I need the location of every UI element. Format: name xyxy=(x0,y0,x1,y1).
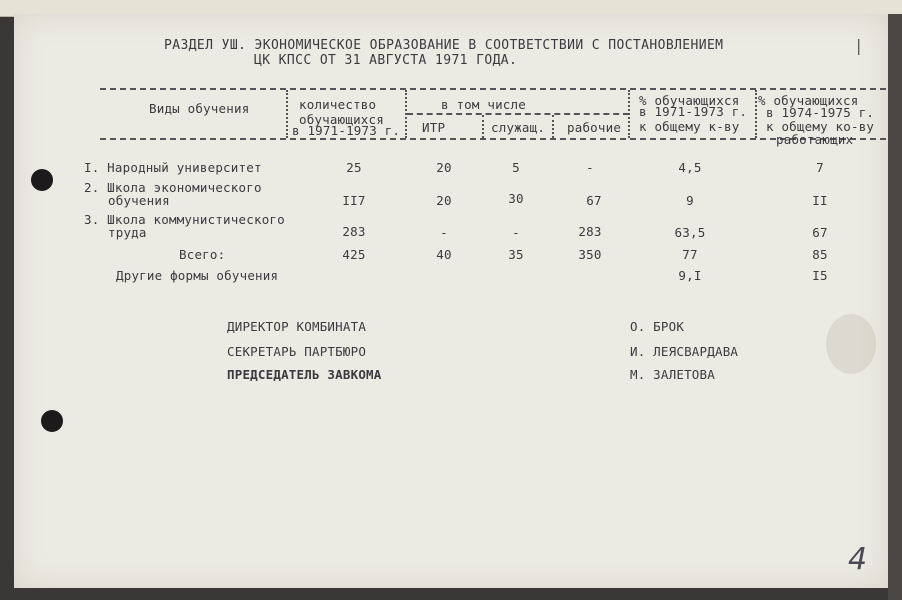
row-1-pct1: 4,5 xyxy=(678,160,702,175)
row-other-pct2: I5 xyxy=(812,268,828,283)
col-sep-1 xyxy=(286,90,288,138)
row-2-office: 30 xyxy=(508,191,524,206)
header-pct2-l1: % обучающихся xyxy=(758,93,859,108)
row-1-office: 5 xyxy=(512,160,520,175)
signature-name-director: О. БРОК xyxy=(630,319,685,334)
header-pct2-l2: в 1974-1975 г. xyxy=(766,105,875,120)
header-bottom-rule xyxy=(100,138,886,140)
row-3-name-l2: труда xyxy=(108,225,147,240)
row-total-workers: 350 xyxy=(578,247,602,262)
col-sep-2 xyxy=(405,90,407,138)
document-page xyxy=(14,14,888,588)
row-3-name-l1: 3. Школа коммунистического xyxy=(84,212,285,227)
row-2-itr: 20 xyxy=(436,193,452,208)
row-total-count: 425 xyxy=(342,247,366,262)
header-count-l1: количество xyxy=(299,97,377,112)
row-other-pct1: 9,I xyxy=(678,268,702,283)
row-2-name-l2: обучения xyxy=(108,193,170,208)
title-line-1: РАЗДЕЛ УШ. ЭКОНОМИЧЕСКОЕ ОБРАЗОВАНИЕ В СООТВЕТСТВИИ С ПОСТАНОВЛЕНИЕМ xyxy=(164,38,724,53)
signature-role-secretary: СЕКРЕТАРЬ ПАРТБЮРО xyxy=(227,344,367,359)
signature-role-director: ДИРЕКТОР КОМБИНАТА xyxy=(227,319,367,334)
header-pct1-l3: к общему к-ву xyxy=(639,119,740,134)
row-2-pct1: 9 xyxy=(686,193,694,208)
row-3-pct1: 63,5 xyxy=(674,225,706,240)
row-2-name-l1: 2. Школа экономического xyxy=(84,180,262,195)
header-kind: Виды обучения xyxy=(149,101,250,116)
col-sep-6 xyxy=(755,90,757,138)
scan-background-strip xyxy=(888,14,902,600)
punch-hole-bottom xyxy=(41,410,63,432)
incl-under-rule xyxy=(407,113,629,115)
header-pct1-l2: в 1971-1973 г. xyxy=(639,104,748,119)
row-total-itr: 40 xyxy=(436,247,452,262)
row-total-pct1: 77 xyxy=(682,247,698,262)
header-top-rule xyxy=(100,88,886,90)
signature-name-chairman: М. ЗАЛЕТОВА xyxy=(630,367,715,382)
row-1-count: 25 xyxy=(346,160,362,175)
row-2-pct2: II xyxy=(812,193,828,208)
header-office: служащ. xyxy=(491,120,546,135)
col-sep-3 xyxy=(482,115,484,138)
header-itr: ИТР xyxy=(422,120,446,135)
col-sep-5 xyxy=(628,90,630,138)
signature-role-chairman: ПРЕДСЕДАТЕЛЬ ЗАВКОМА xyxy=(227,367,382,382)
row-3-count: 283 xyxy=(342,224,366,239)
row-2-count: II7 xyxy=(342,193,366,208)
row-1-itr: 20 xyxy=(436,160,452,175)
page-number: 4 xyxy=(848,542,868,577)
header-workers: рабочие xyxy=(567,120,622,135)
col-sep-4 xyxy=(552,115,554,138)
row-3-workers: 283 xyxy=(578,224,602,239)
row-2-workers: 67 xyxy=(586,193,602,208)
row-3-itr: - xyxy=(440,225,448,240)
header-pct1-l1: % обучающихся xyxy=(639,93,740,108)
row-total-office: 35 xyxy=(508,247,524,262)
row-total-name: Всего: xyxy=(179,247,226,262)
row-1-name: I. Народный университет xyxy=(84,160,262,175)
row-1-workers: - xyxy=(586,160,594,175)
title-line-2: ЦК КПСС ОТ 31 АВГУСТА 1971 ГОДА. xyxy=(254,53,518,68)
header-pct2-l3: к общему ко-ву xyxy=(766,119,875,134)
row-3-pct2: 67 xyxy=(812,225,828,240)
header-incl: в том числе xyxy=(441,97,526,112)
paper-smudge xyxy=(826,314,876,374)
punch-hole-top xyxy=(31,169,53,191)
row-other-name: Другие формы обучения xyxy=(116,268,279,283)
signature-name-secretary: И. ЛЕЯСВАРДАВА xyxy=(630,344,739,359)
header-count-l3: в 1971-1973 г. xyxy=(292,123,401,138)
header-pct2-l4: работающих xyxy=(776,132,854,147)
row-1-pct2: 7 xyxy=(816,160,824,175)
header-count-l2: обучающихся xyxy=(299,112,384,127)
row-3-office: - xyxy=(512,225,520,240)
margin-tick: | xyxy=(856,36,862,55)
row-total-pct2: 85 xyxy=(812,247,828,262)
